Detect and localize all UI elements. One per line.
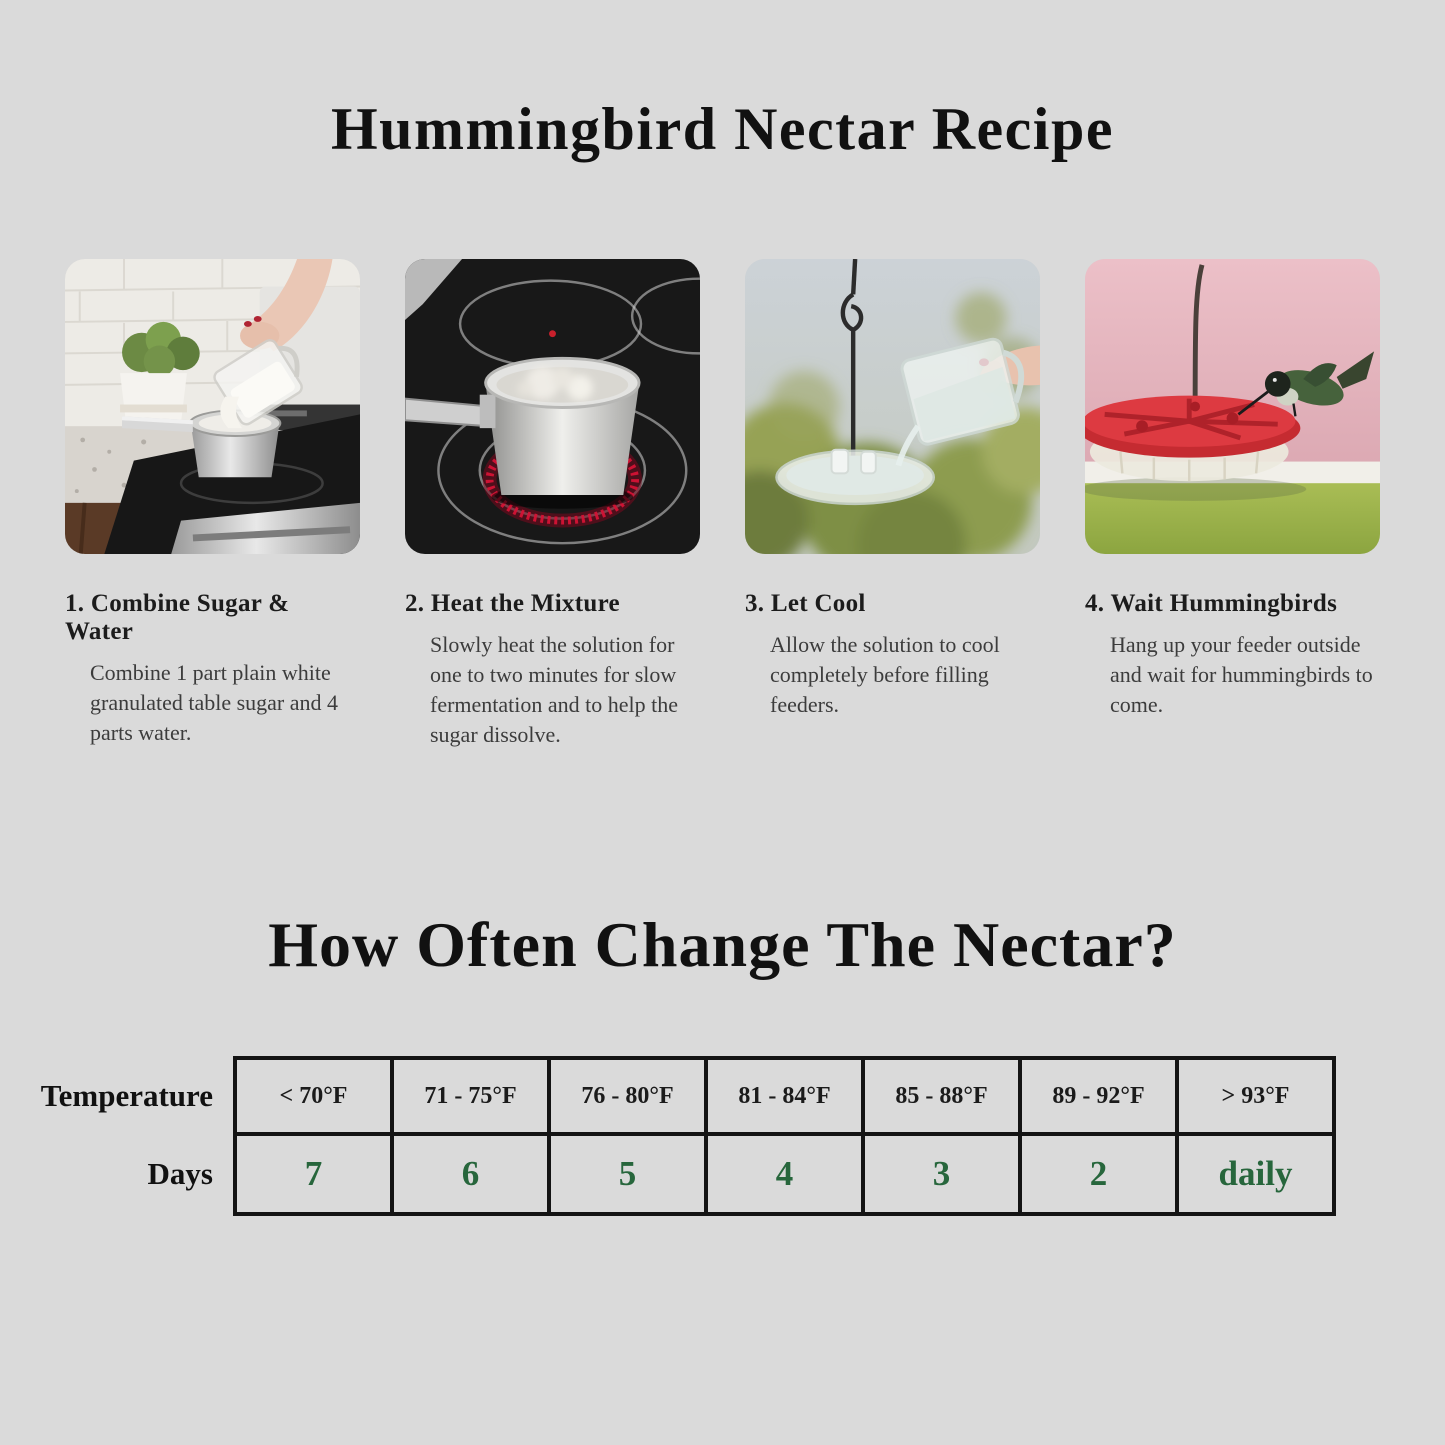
temperature-cell-2: 71 - 75°F — [392, 1058, 549, 1134]
temperature-row — [20, 1058, 1334, 1134]
temperature-cell-1: < 70°F — [235, 1058, 392, 1134]
temperature-cell-3: 76 - 80°F — [549, 1058, 706, 1134]
days-cell-7: daily — [1177, 1134, 1334, 1214]
days-row — [20, 1134, 1334, 1214]
step-heading: 4. Wait Hummingbirds — [1085, 590, 1338, 617]
recipe-step-1 — [65, 259, 360, 750]
step-description: Allow the solution to cool completely before filling feeders. — [770, 632, 1000, 717]
temperature-cell-4: 81 - 84°F — [706, 1058, 863, 1134]
days-cell-2: 6 — [392, 1134, 549, 1214]
days-cell-3: 5 — [549, 1134, 706, 1214]
step-description: Hang up your feeder outside and wait for hummingbirds to come. — [1110, 632, 1373, 717]
pour-water-into-feeder-illustration — [745, 259, 1040, 554]
step-2-photo — [405, 259, 700, 554]
recipe-steps — [0, 259, 1445, 750]
recipe-step-3 — [745, 259, 1040, 750]
pour-sugar-into-saucepan-illustration — [65, 259, 360, 554]
recipe-title: Hummingbird Nectar Recipe — [331, 96, 1114, 162]
step-description: Combine 1 part plain white granulated table sugar and 4 parts water. — [90, 660, 339, 745]
days-cell-6: 2 — [1020, 1134, 1177, 1214]
boiling-saucepan-illustration — [405, 259, 700, 554]
hummingbird-at-feeder-illustration — [1085, 259, 1380, 554]
temperature-cell-6: 89 - 92°F — [1020, 1058, 1177, 1134]
step-4-photo — [1085, 259, 1380, 554]
step-heading: 2. Heat the Mixture — [405, 590, 620, 617]
days-row-label: Days — [147, 1156, 213, 1192]
red-saucer-feeder — [1085, 396, 1300, 482]
step-3-photo — [745, 259, 1040, 554]
days-cell-4: 4 — [706, 1134, 863, 1214]
temperature-cell-5: 85 - 88°F — [863, 1058, 1020, 1134]
hot-indicator-light — [549, 330, 556, 337]
nectar-change-table — [20, 1056, 1336, 1216]
temperature-cell-7: > 93°F — [1177, 1058, 1334, 1134]
step-heading: 1. Combine Sugar & Water — [65, 590, 290, 645]
recipe-step-4 — [1085, 259, 1380, 750]
step-1-photo — [65, 259, 360, 554]
days-cell-5: 3 — [863, 1134, 1020, 1214]
schedule-title: How Often Change The Nectar? — [268, 908, 1177, 980]
days-cell-1: 7 — [235, 1134, 392, 1214]
step-description: Slowly heat the solution for one to two minutes for slow fermentation and to help the sugar dissolve. — [430, 632, 679, 747]
temperature-row-label: Temperature — [40, 1078, 213, 1114]
glass-feeder-dish — [776, 450, 933, 504]
recipe-step-2 — [405, 259, 700, 750]
step-heading: 3. Let Cool — [745, 590, 866, 617]
